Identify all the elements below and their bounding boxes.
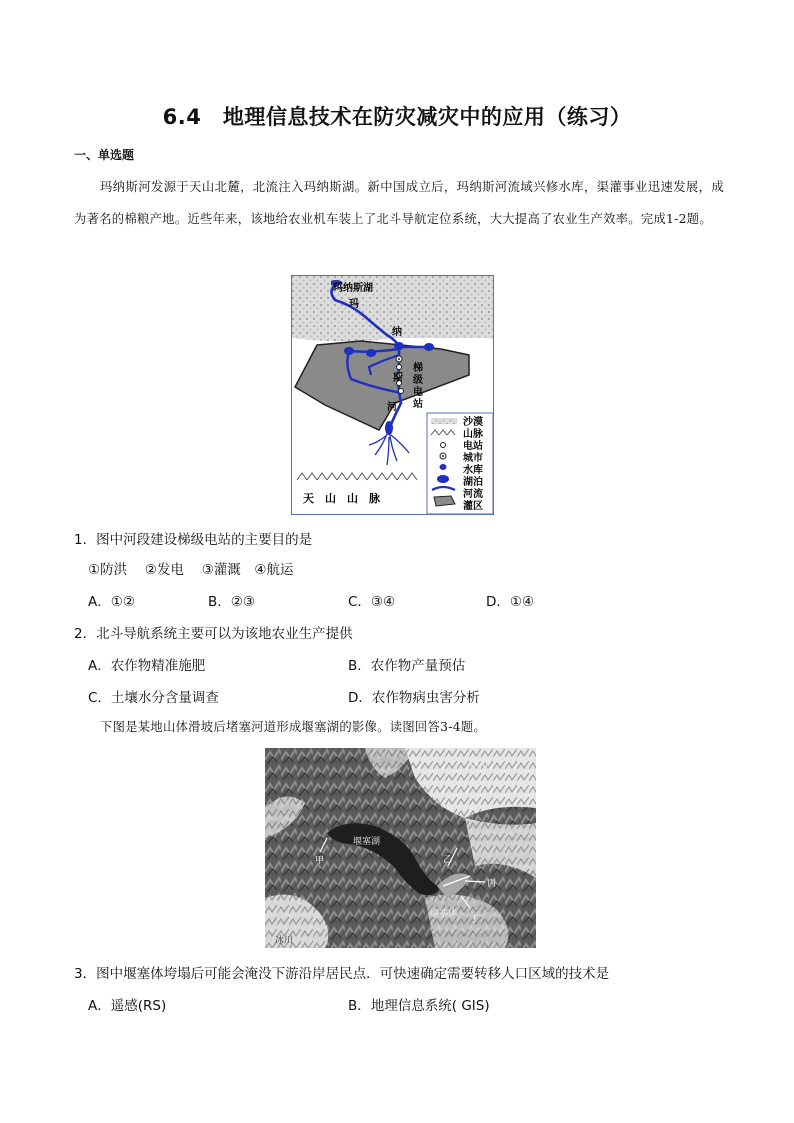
station-label: 级 — [413, 375, 423, 386]
q2-option-a[interactable]: A．农作物精准施肥 — [88, 658, 206, 674]
question-2-stem: 2．北斗导航系统主要可以为该地农业生产提供 — [74, 626, 353, 642]
point-bing-label: 丙 — [487, 879, 497, 889]
legend-label: 水库 — [463, 465, 483, 476]
point-jia-label: 甲 — [315, 856, 325, 866]
river-label: 玛 — [349, 299, 359, 310]
point-yi-label: 乙 — [443, 855, 453, 865]
station-label: 站 — [413, 399, 423, 410]
q1-option-a[interactable]: A．①② — [88, 594, 135, 610]
legend-label: 沙漠 — [463, 417, 483, 428]
manas-river-map — [291, 275, 494, 515]
reservoir — [344, 347, 354, 355]
legend-label: 山脉 — [463, 429, 483, 440]
reservoir — [424, 343, 434, 351]
river-label: 斯 — [393, 373, 403, 384]
question-1-stem: 1．图中河段建设梯级电站的主要目的是 — [74, 532, 313, 548]
q1-option-d[interactable]: D．①④ — [486, 594, 535, 610]
mountain-label: 天 山 山 脉 — [303, 492, 380, 505]
legend-label: 灌区 — [463, 501, 483, 512]
q2-option-d[interactable]: D．农作物病虫害分析 — [348, 690, 480, 706]
reservoir — [394, 342, 404, 350]
station-label: 电 — [413, 387, 423, 398]
q1-option-b[interactable]: B．②③ — [208, 594, 255, 610]
point-ding-label: 丁 — [470, 915, 480, 925]
barrier-lake-image — [265, 748, 536, 948]
q2-option-b[interactable]: B．农作物产量预估 — [348, 658, 466, 674]
glacier-label: 冰川 — [275, 936, 294, 946]
lake-label: 玛纳斯湖 — [333, 283, 373, 294]
legend-label: 湖泊 — [463, 477, 483, 488]
passage-landslide: 下图是某地山体滑坡后堵塞河道形成堰塞湖的影像。读图回答3-4题。 — [100, 720, 487, 734]
legend-label: 电站 — [463, 441, 483, 452]
river-label: 河 — [387, 402, 397, 413]
q2-option-c[interactable]: C．土壤水分含量调查 — [88, 690, 219, 706]
q3-option-b[interactable]: B．地理信息系统( GIS) — [348, 998, 490, 1014]
q1-option-c[interactable]: C．③④ — [348, 594, 396, 610]
lake-label: 堰塞湖 — [353, 837, 381, 847]
section-heading: 一、单选题 — [74, 148, 135, 162]
dam-label: 堰塞体 — [430, 909, 458, 919]
glacier-label: 冰川 — [470, 759, 489, 769]
q3-option-a[interactable]: A．遥感(RS) — [88, 998, 167, 1014]
station-label: 梯 — [413, 363, 423, 374]
reservoir — [366, 349, 376, 357]
river-label: 纳 — [392, 327, 402, 338]
passage-manas: 玛纳斯河发源于天山北麓，北流注入玛纳斯湖。新中国成立后，玛纳斯河流域兴修水库，渠灌事业迅速发展，成为著名的棉粮产地。近些年来，该地给农业机车装上了北斗导航定位系统，大大提高了农业生产效率。完成1-2题。 — [74, 180, 724, 226]
legend-label: 城市 — [463, 453, 483, 464]
page-title: 6.4 地理信息技术在防灾减灾中的应用（练习） — [162, 105, 632, 129]
question-3-stem: 3．图中堰塞体垮塌后可能会淹没下游沿岸居民点．可快速确定需要转移人口区域的技术是 — [74, 966, 610, 982]
question-1-items: ①防洪 ②发电 ③灌溉 ④航运 — [88, 562, 294, 578]
legend-label: 河流 — [463, 489, 483, 500]
